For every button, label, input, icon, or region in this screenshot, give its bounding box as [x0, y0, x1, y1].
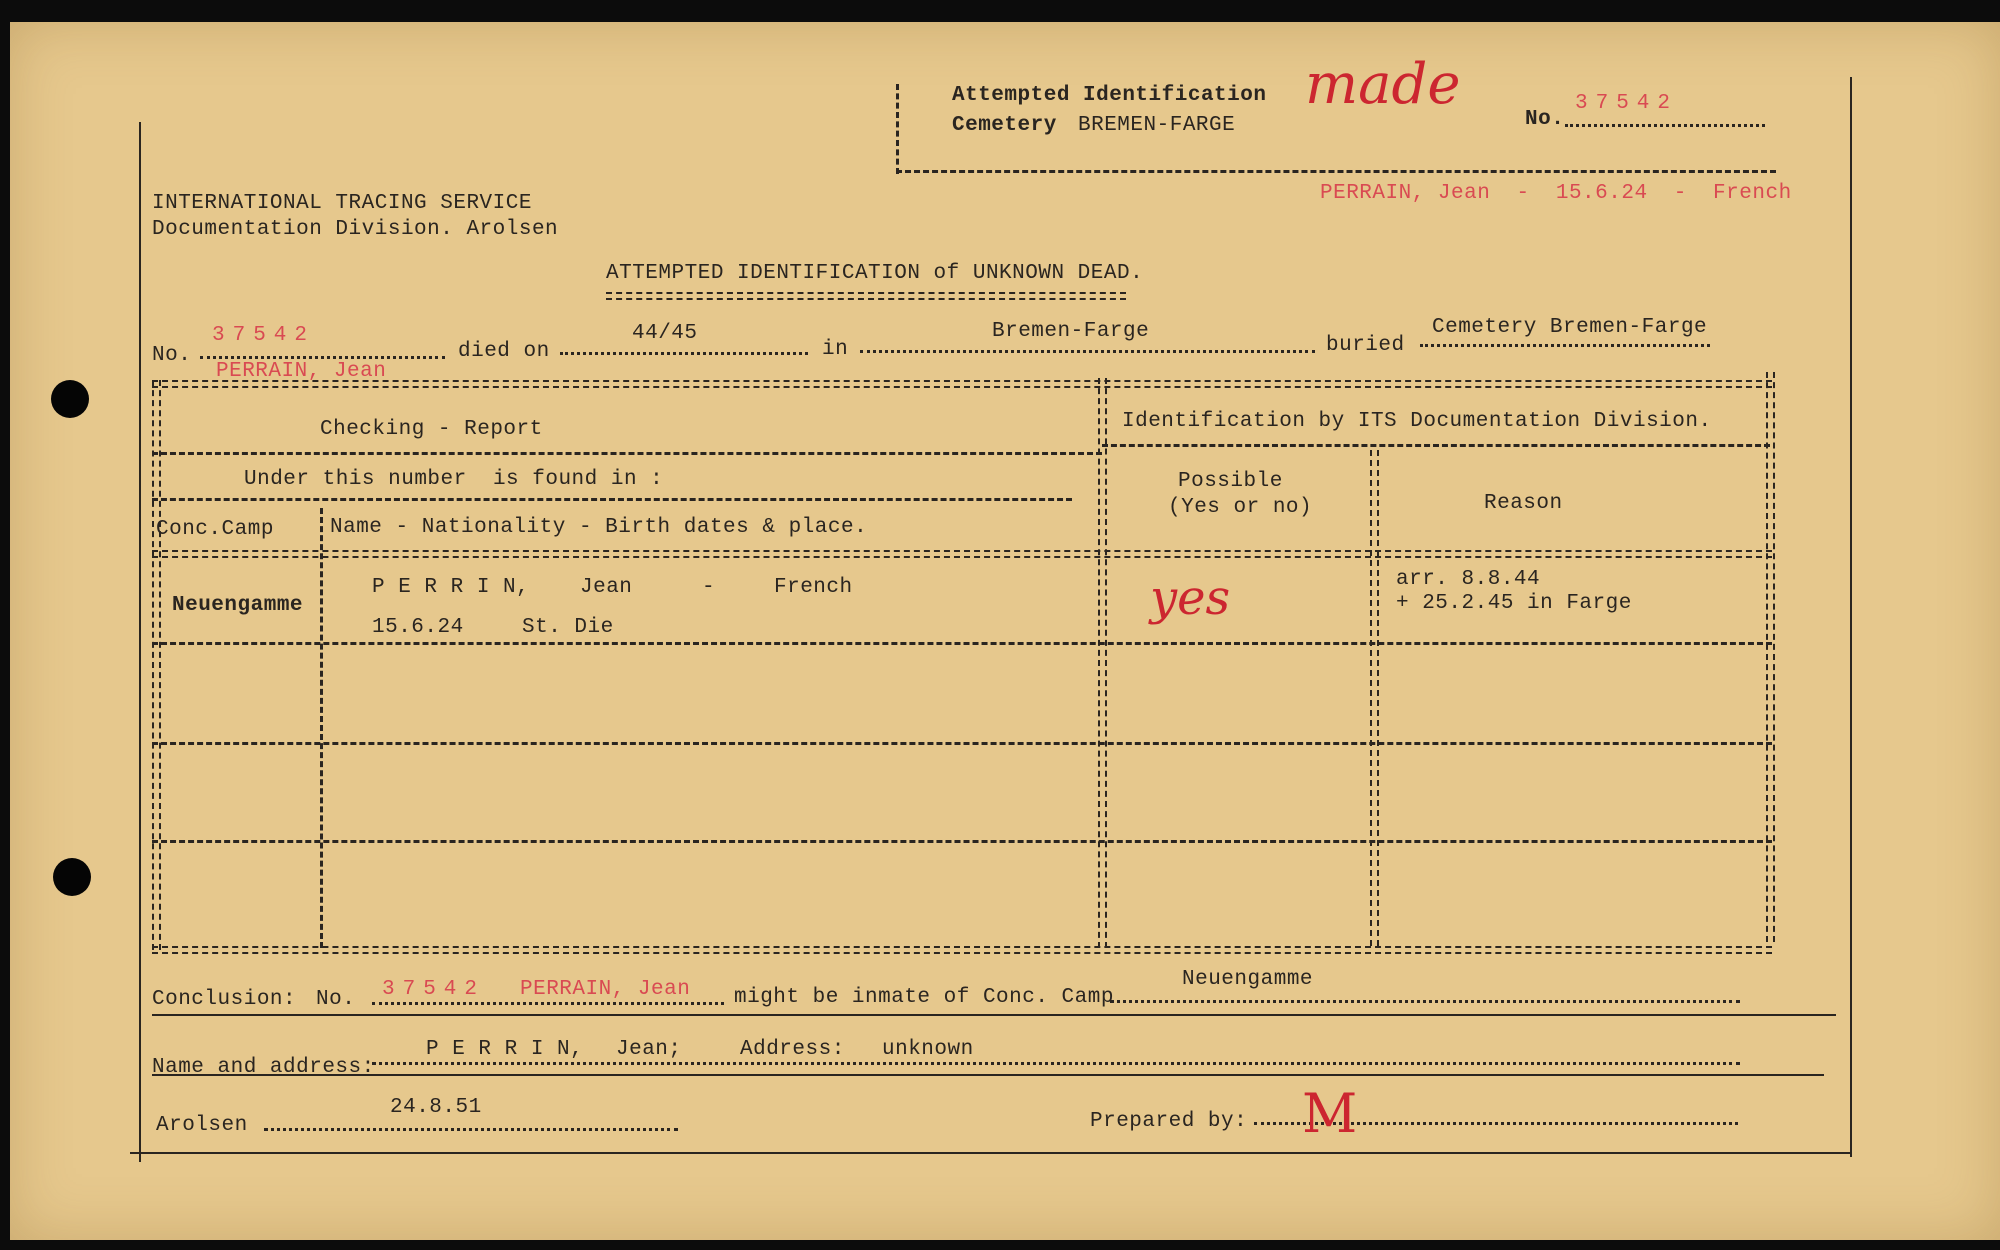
row1-reason-1: arr. 8.8.44 [1396, 568, 1541, 591]
under-number-underline [152, 498, 1072, 501]
in-label: in [822, 338, 849, 361]
prepared-by-label: Prepared by: [1090, 1110, 1248, 1133]
record-red-name: PERRAIN, Jean [216, 360, 387, 383]
died-dots [560, 352, 808, 355]
punch-hole-top [51, 380, 89, 418]
table-bottom-border [152, 946, 1772, 954]
in-dots [860, 350, 1315, 353]
conclusion-camp-dots [1110, 1000, 1740, 1003]
conclusion-camp: Neuengamme [1182, 968, 1314, 991]
conclusion-red-name: PERRAIN, Jean [520, 978, 691, 1001]
table-possible-divider [1370, 450, 1379, 946]
org-division: Documentation Division. Arolsen [152, 218, 559, 241]
col-name: Name - Nationality - Birth dates & place. [330, 516, 868, 539]
conclusion-no-label: No. [316, 988, 356, 1011]
row1-name: P E R R I N, [372, 576, 530, 599]
frame-left [139, 122, 141, 1162]
conclusion-rule [152, 1014, 1836, 1016]
frame-right [1850, 77, 1852, 1157]
table-top-border [152, 380, 1772, 388]
died-label: died on [458, 340, 550, 363]
record-no-label: No. [152, 344, 192, 367]
col-reason: Reason [1484, 492, 1563, 515]
address-value: unknown [882, 1038, 974, 1061]
conclusion-no-value: 37542 [382, 978, 486, 1001]
checking-underline [152, 452, 1102, 455]
header-no-dots [1565, 124, 1765, 127]
col-possible-sub: (Yes or no) [1168, 496, 1313, 519]
table-left-border [152, 380, 161, 950]
col-possible: Possible [1178, 470, 1283, 493]
col-camp: Conc.Camp [156, 518, 274, 541]
header-row-border [152, 550, 1772, 558]
record-no-dots [200, 356, 445, 359]
table-camp-divider [320, 508, 323, 948]
header-red-name: PERRAIN, Jean - 15.6.24 - French [1320, 182, 1792, 205]
footer-place: Arolsen [156, 1114, 248, 1137]
form-title: ATTEMPTED IDENTIFICATION of UNKNOWN DEAD. [606, 262, 1144, 285]
conclusion-no-dots [372, 1002, 724, 1005]
cemetery-name: BREMEN-FARGE [1078, 114, 1236, 137]
row1-border [152, 642, 1772, 645]
buried-dots [1420, 344, 1710, 347]
handwritten-made: made [1305, 52, 1461, 117]
table-mid-divider [1098, 378, 1107, 948]
name-address-name: P E R R I N, [426, 1038, 584, 1061]
footer-date-dots [264, 1128, 678, 1131]
attempted-identification: Attempted Identification [952, 84, 1267, 107]
checking-report: Checking - Report [320, 418, 543, 441]
row1-birth: 15.6.24 [372, 616, 464, 639]
header-no-value: 37542 [1575, 92, 1679, 115]
row1-first: Jean [580, 576, 633, 599]
in-value: Bremen-Farge [992, 320, 1150, 343]
punch-hole-bottom [53, 858, 91, 896]
row1-camp: Neuengamme [172, 594, 304, 617]
row1-possible-yes: yes [1150, 570, 1231, 626]
name-address-label: Name and address: [152, 1056, 375, 1079]
header-box-bottom [896, 170, 1776, 173]
title-underline [606, 292, 1126, 300]
address-label: Address: [740, 1038, 845, 1061]
identification-header: Identification by ITS Documentation Division. [1122, 410, 1712, 433]
name-address-rule [152, 1074, 1824, 1076]
row1-nationality: French [774, 576, 853, 599]
name-address-dots [372, 1062, 1740, 1065]
might-be-inmate: might be inmate of Conc. Camp [734, 986, 1114, 1009]
frame-bottom [130, 1152, 1850, 1154]
under-number: Under this number is found in : [244, 468, 664, 491]
buried-value: Cemetery Bremen-Farge [1432, 316, 1708, 339]
died-value: 44/45 [632, 322, 698, 345]
row1-place: St. Die [522, 616, 614, 639]
record-no-value: 37542 [212, 324, 316, 347]
row1-reason-2: + 25.2.45 in Farge [1396, 592, 1632, 615]
footer-date: 24.8.51 [390, 1096, 482, 1119]
cemetery-label: Cemetery [952, 114, 1057, 137]
row1-dash: - [702, 576, 716, 599]
identification-underline [1102, 444, 1770, 447]
conclusion-label: Conclusion: [152, 988, 297, 1011]
org-name: INTERNATIONAL TRACING SERVICE [152, 192, 532, 215]
table-right-border [1766, 372, 1775, 942]
header-box-left [896, 84, 899, 174]
header-no-label: No. [1525, 108, 1565, 131]
name-address-first: Jean; [616, 1038, 682, 1061]
row3-border [152, 840, 1772, 843]
buried-label: buried [1326, 334, 1405, 357]
record-card [10, 22, 2000, 1240]
row2-border [152, 742, 1772, 745]
signature: M [1302, 1082, 1358, 1145]
